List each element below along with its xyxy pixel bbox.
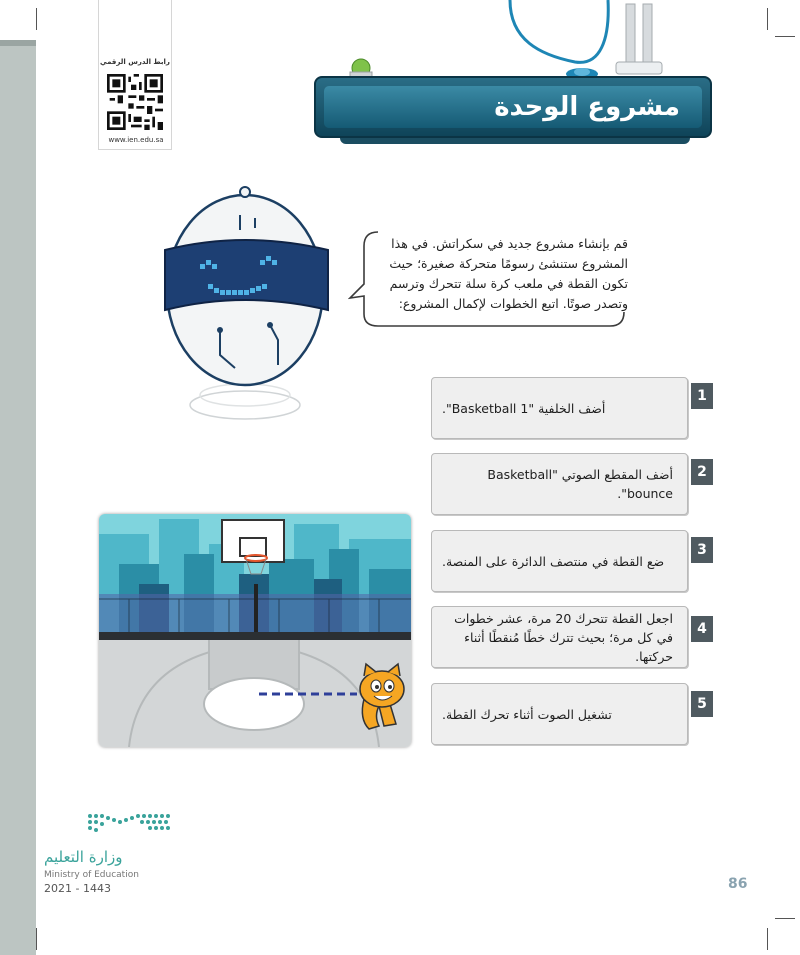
step-text-4: اجعل القطة تتحرك 20 مرة، عشر خطوات في كل مرة؛ بحيث تترك خطًا مُنقطًا أثناء حركتها. bbox=[454, 610, 673, 664]
step-card-5 bbox=[431, 683, 688, 745]
crop-mark bbox=[36, 928, 37, 950]
ministry-year: 2021 - 1443 bbox=[44, 882, 111, 895]
step-text-1: أضف الخلفية "Basketball 1". bbox=[442, 400, 606, 416]
step-number-4: 4 bbox=[691, 616, 713, 642]
step-number-2: 2 bbox=[691, 459, 713, 485]
crop-mark bbox=[775, 918, 795, 919]
qr-code-icon[interactable] bbox=[107, 74, 163, 130]
ministry-name-ar: وزارة التعليم bbox=[44, 848, 123, 866]
intro-speech-bubble bbox=[354, 232, 630, 330]
crop-mark bbox=[767, 8, 768, 30]
digital-lesson-qr-box[interactable] bbox=[98, 0, 172, 150]
robot-illustration bbox=[160, 180, 330, 440]
page-number: 86 bbox=[728, 876, 748, 892]
ministry-name-en: Ministry of Education bbox=[44, 870, 139, 880]
title-banner bbox=[310, 0, 712, 150]
step-number-1: 1 bbox=[691, 383, 713, 409]
step-text-5: تشغيل الصوت أثناء تحرك القطة. bbox=[442, 706, 612, 722]
ministry-logo bbox=[42, 808, 182, 898]
step-text-3: ضع القطة في منتصف الدائرة على المنصة. bbox=[442, 553, 665, 569]
banner-frame bbox=[314, 76, 712, 138]
basketball-stage-image bbox=[99, 514, 411, 747]
qr-url: www.ien.edu.sa bbox=[108, 136, 164, 144]
step-card-1 bbox=[431, 377, 688, 439]
page-side-strip bbox=[0, 40, 36, 955]
page-title: مشروع الوحدة bbox=[494, 92, 680, 122]
step-text-2: أضف المقطع الصوتي "Basketball bounce". bbox=[487, 467, 673, 501]
step-card-3 bbox=[431, 530, 688, 592]
step-card-4 bbox=[431, 606, 688, 668]
step-number-3: 3 bbox=[691, 537, 713, 563]
basketball-court-illustration bbox=[99, 514, 411, 747]
intro-text: قم بإنشاء مشروع جديد في سكراتش. في هذا المشروع ستنشئ رسومًا متحركة صغيرة؛ حيث تكون القطة في ملعب كرة سلة تتحرك وترسم وتصدر صوتًا. اتبع الخطوات لإكمال المشروع: bbox=[389, 236, 628, 311]
crop-mark bbox=[775, 36, 795, 37]
ministry-dots-icon bbox=[42, 808, 182, 844]
qr-label: رابط الدرس الرقمي bbox=[100, 58, 170, 66]
crop-mark bbox=[767, 928, 768, 950]
crop-mark bbox=[36, 8, 37, 30]
step-number-5: 5 bbox=[691, 691, 713, 717]
banner-decoration bbox=[310, 0, 712, 80]
banner-inner bbox=[324, 86, 702, 128]
step-card-2 bbox=[431, 453, 688, 515]
